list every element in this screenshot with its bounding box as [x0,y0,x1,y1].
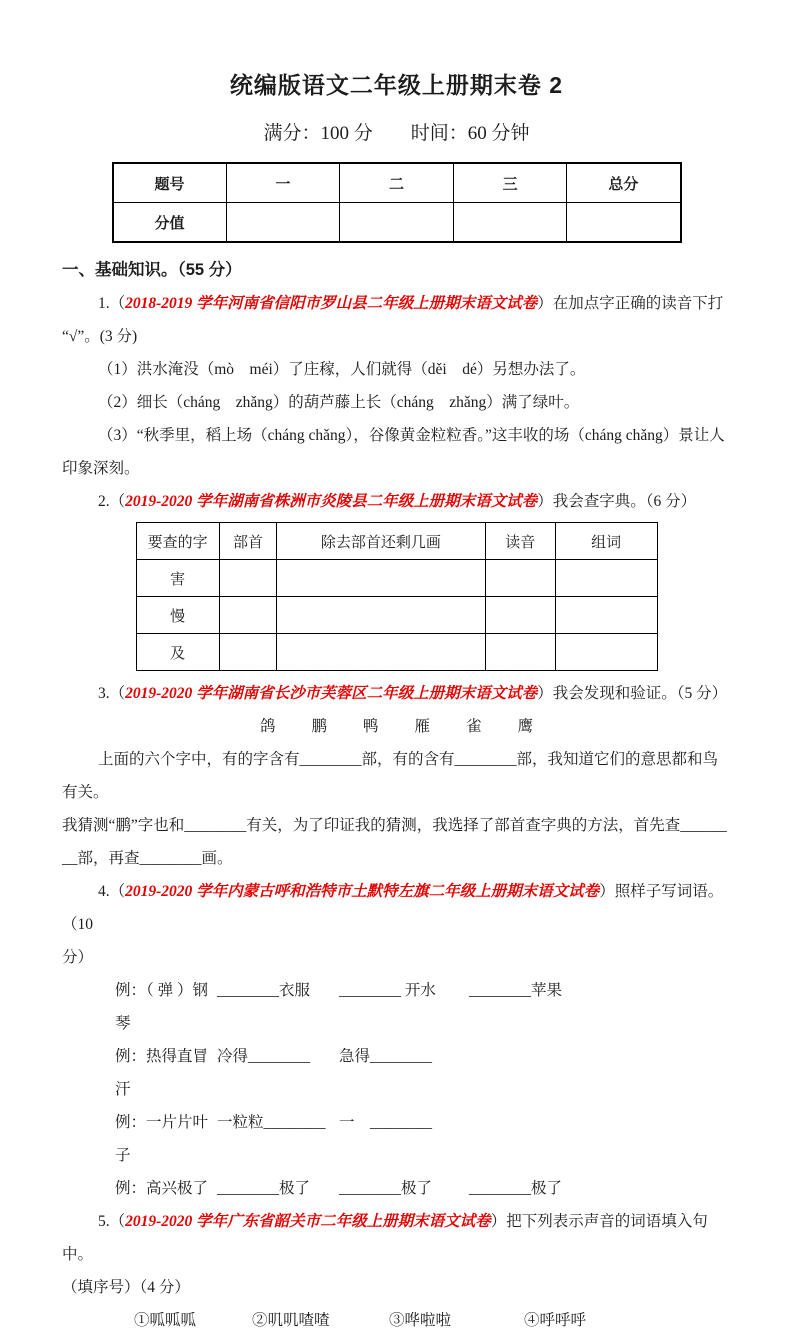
q5-option: ①呱呱呱 [134,1312,197,1329]
section-heading: 一、基础知识。（55 分） [62,261,242,279]
score-header-cell: 总分 [567,163,681,203]
q4-blank-cell: 一 ________ [339,1114,433,1131]
score-empty-cell [226,203,340,243]
q3-source-citation: 2019-2020 学年湖南省长沙市芙蓉区二年级上册期末语文试卷 [125,685,538,702]
q1-number: 1.（ [98,295,126,312]
bird-character: 鸽 [259,718,276,735]
score-empty-cell [567,203,681,243]
page-title: 统编版语文二年级上册期末卷 2 [229,72,564,98]
dict-header-cell: 组词 [555,523,657,560]
q1-header-line [62,287,731,320]
score-header-cell: 题号 [113,163,227,203]
dict-empty-cell [219,597,276,634]
dict-empty-cell [555,560,657,597]
dict-header-cell: 要查的字 [136,523,219,560]
q5-instruction: ）把下列表示声音的词语填入句中。 [62,1213,708,1263]
dict-empty-cell [277,597,485,634]
dict-header-cell: 部首 [219,523,276,560]
q1-item-1: （1）洪水淹没（mò méi）了庄稼，人们就得（děi dé）另想办法了。 [98,361,586,378]
bird-character: 雀 [466,718,482,735]
dict-empty-cell [555,597,657,634]
q3-number: 3.（ [98,685,126,702]
q5-header-line [62,1205,731,1271]
q5-option: ④呼呼呼 [524,1312,587,1329]
dict-empty-cell [555,634,657,671]
q4-blank-cell: 冷得________ [217,1048,311,1065]
score-table-value-row [113,203,681,243]
q5-option: ③哗啦啦 [389,1312,452,1329]
dict-row [136,634,657,671]
dict-character-cell: 及 [136,634,219,671]
q1-item-3: （3）“秋季里，稻上场（cháng chǎng），谷像黄金粒粒香。”这丰收的场（cháng chǎng）景让人 [98,427,725,444]
score-empty-cell [340,203,454,243]
q2-header-line [62,485,731,518]
q4-header-line [62,875,731,941]
dict-empty-cell [277,560,485,597]
q3-paragraph-line-1: 上面的六个字中，有的字含有________部，有的含有________部，我知道它们的意思都和鸟有关。 [62,751,719,801]
exam-subtitle: 满分：100 分 时间：60 分钟 [263,123,530,144]
dict-character-cell: 害 [136,560,219,597]
score-table [112,162,682,243]
dict-character-cell: 慢 [136,597,219,634]
q1-item-2: （2）细长（cháng zhǎng）的葫芦藤上长（cháng zhǎng）满了绿叶。 [98,394,580,411]
q4-example-row [62,1106,731,1172]
dict-empty-cell [277,634,485,671]
dict-row [136,560,657,597]
q1-item-3-cont: 印象深刻。 [62,460,140,477]
q4-blank-cell: ________极了 [469,1180,563,1197]
q4-blank-cell: ________极了 [217,1180,311,1197]
q4-example-cell: 例：热得直冒汗 [115,1048,209,1098]
q2-number: 2.（ [98,493,126,510]
dict-empty-cell [485,597,555,634]
q3-paragraph-line-3: __部，再查________画。 [62,850,233,867]
q1-source-citation: 2018-2019 学年河南省信阳市罗山县二年级上册期末语文试卷 [125,295,538,312]
q4-blank-cell [469,1040,731,1106]
score-header-cell: 三 [453,163,567,203]
q4-number: 4.（ [98,883,126,900]
score-empty-cell [453,203,567,243]
q4-example-row [62,1040,731,1106]
dict-header-cell: 读音 [485,523,555,560]
q4-example-row [62,974,731,1040]
q4-instruction-cont: 分） [62,949,94,966]
dict-row [136,597,657,634]
q5-options-row [62,1304,731,1337]
dict-header-row [136,523,657,560]
q4-blank-cell: ________极了 [339,1180,433,1197]
q4-example-cell: 例：（ 弹 ）钢琴 [115,982,209,1032]
q2-instruction: ）我会查字典。（6 分） [537,493,697,510]
q4-blank-cell: ________苹果 [469,982,563,999]
dict-empty-cell [485,560,555,597]
dict-empty-cell [219,634,276,671]
q5-number: 5.（ [98,1213,126,1230]
q4-blank-cell [469,1106,731,1172]
bird-character: 鹏 [311,718,327,735]
score-header-cell: 二 [340,163,454,203]
q2-source-citation: 2019-2020 学年湖南省株洲市炎陵县二年级上册期末语文试卷 [125,493,538,510]
q4-blank-cell: 急得________ [339,1048,433,1065]
q5-option: ②叽叽喳喳 [252,1312,330,1329]
q4-blank-cell: ________ 开水 [339,982,436,999]
q1-instruction: ）在加点字正确的读音下打 [537,295,724,312]
score-table-header-row [113,163,681,203]
q4-blank-cell: 一粒粒________ [217,1114,326,1131]
q4-example-row [62,1172,731,1205]
q4-source-citation: 2019-2020 学年内蒙古呼和浩特市土默特左旗二年级上册期末语文试卷 [125,883,600,900]
bird-character: 鹰 [517,718,534,735]
q4-instruction: ）照样子写词语。（10 [62,883,724,933]
q5-source-citation: 2019-2020 学年广东省韶关市二年级上册期末语文试卷 [125,1213,491,1230]
bird-characters-line [62,710,731,743]
q4-blank-cell: ________衣服 [217,982,311,999]
q3-paragraph-line-2: 我猜测“鹏”字也和________有关，为了印证我的猜测，我选择了部首查字典的方法，首先查______ [62,817,727,834]
q4-example-cell: 例：高兴极了 [115,1180,209,1197]
dict-header-cell: 除去部首还剩几画 [277,523,485,560]
q3-header-line [62,677,731,710]
q4-example-cell: 例：一片片叶子 [115,1114,209,1164]
score-header-cell: 一 [226,163,340,203]
dictionary-table [136,522,658,671]
score-row-label: 分值 [113,203,227,243]
q5-instruction-cont: （填序号）（4 分） [62,1279,190,1296]
bird-character: 鸭 [362,718,379,735]
q1-instruction-cont: “√”。(3 分) [62,328,138,345]
dict-empty-cell [485,634,555,671]
dict-empty-cell [219,560,276,597]
q3-instruction: ）我会发现和验证。（5 分） [537,685,728,702]
bird-character: 雁 [414,718,431,735]
